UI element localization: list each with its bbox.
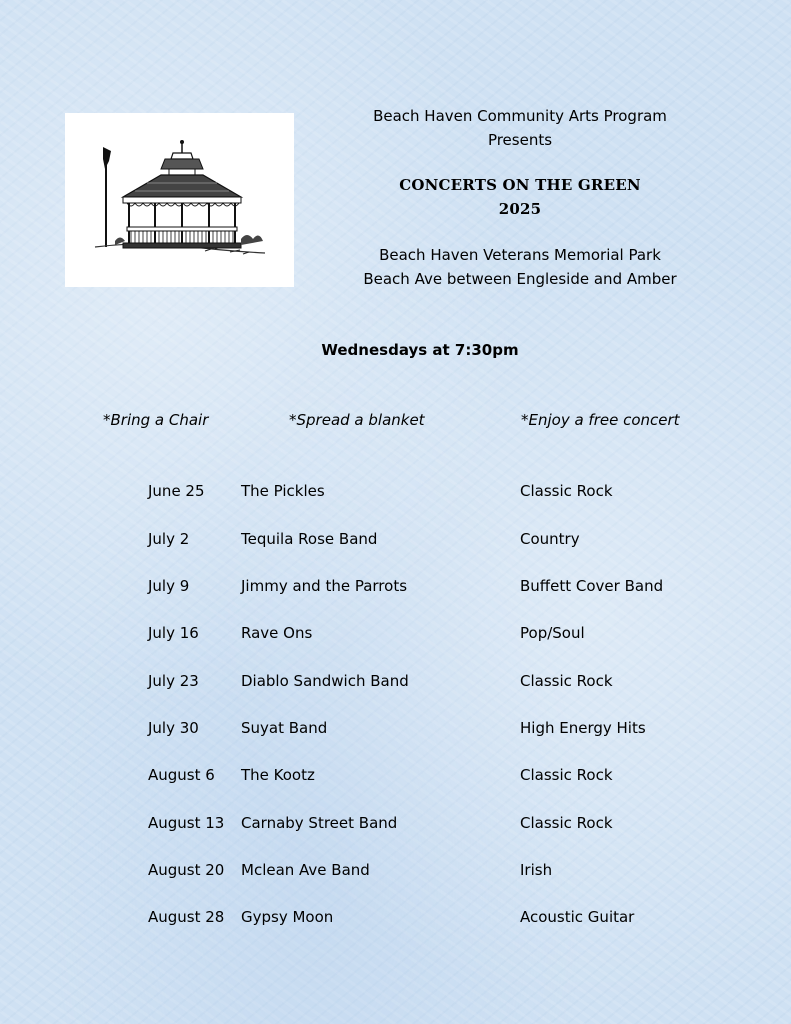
concert-row xyxy=(0,764,791,786)
concert-band: Gypsy Moon xyxy=(241,908,334,926)
concert-genre: Classic Rock xyxy=(520,814,613,832)
event-year: 2025 xyxy=(498,200,542,218)
concert-row xyxy=(0,717,791,739)
concert-row xyxy=(0,906,791,928)
concert-row xyxy=(0,528,791,550)
concert-genre: Acoustic Guitar xyxy=(520,908,635,926)
concert-genre: Classic Rock xyxy=(520,672,613,690)
tagline-concert: *Enjoy a free concert xyxy=(521,411,680,429)
tagline-chair: *Bring a Chair xyxy=(103,411,209,429)
concert-date: July 16 xyxy=(148,624,199,642)
organizer-name: Beach Haven Community Arts Program xyxy=(373,107,667,125)
concert-row xyxy=(0,622,791,644)
gazebo-logo xyxy=(65,113,294,287)
concert-band: The Pickles xyxy=(241,482,325,500)
concert-band: The Kootz xyxy=(241,766,315,784)
concert-row xyxy=(0,670,791,692)
concert-date: August 13 xyxy=(148,814,225,832)
concert-band: Diablo Sandwich Band xyxy=(241,672,409,690)
concert-genre: Classic Rock xyxy=(520,482,613,500)
venue-name: Beach Haven Veterans Memorial Park xyxy=(379,246,661,264)
concert-date: July 23 xyxy=(148,672,199,690)
concert-band: Carnaby Street Band xyxy=(241,814,398,832)
concert-row xyxy=(0,812,791,834)
gazebo-icon xyxy=(65,113,294,287)
concert-genre: Buffett Cover Band xyxy=(520,577,664,595)
concert-genre: High Energy Hits xyxy=(520,719,646,737)
concert-row xyxy=(0,859,791,881)
venue-location: Beach Ave between Engleside and Amber xyxy=(363,270,677,288)
concert-band: Suyat Band xyxy=(241,719,328,737)
concert-row xyxy=(0,480,791,502)
concert-genre: Pop/Soul xyxy=(520,624,585,642)
concert-date: July 9 xyxy=(148,577,190,595)
concert-date: June 25 xyxy=(148,482,205,500)
schedule-heading: Wednesdays at 7:30pm xyxy=(321,341,519,359)
concert-date: August 20 xyxy=(148,861,225,879)
concert-genre: Country xyxy=(520,530,580,548)
concert-band: Jimmy and the Parrots xyxy=(241,577,408,595)
concert-date: July 30 xyxy=(148,719,199,737)
concert-date: August 28 xyxy=(148,908,225,926)
event-title: CONCERTS ON THE GREEN xyxy=(399,176,641,194)
concert-band: Tequila Rose Band xyxy=(241,530,378,548)
concert-genre: Classic Rock xyxy=(520,766,613,784)
concert-date: July 2 xyxy=(148,530,190,548)
concert-band: Rave Ons xyxy=(241,624,313,642)
concert-date: August 6 xyxy=(148,766,215,784)
tagline-blanket: *Spread a blanket xyxy=(289,411,425,429)
concert-row xyxy=(0,575,791,597)
concert-band: Mclean Ave Band xyxy=(241,861,370,879)
concert-genre: Irish xyxy=(520,861,553,879)
presents-text: Presents xyxy=(487,131,553,149)
